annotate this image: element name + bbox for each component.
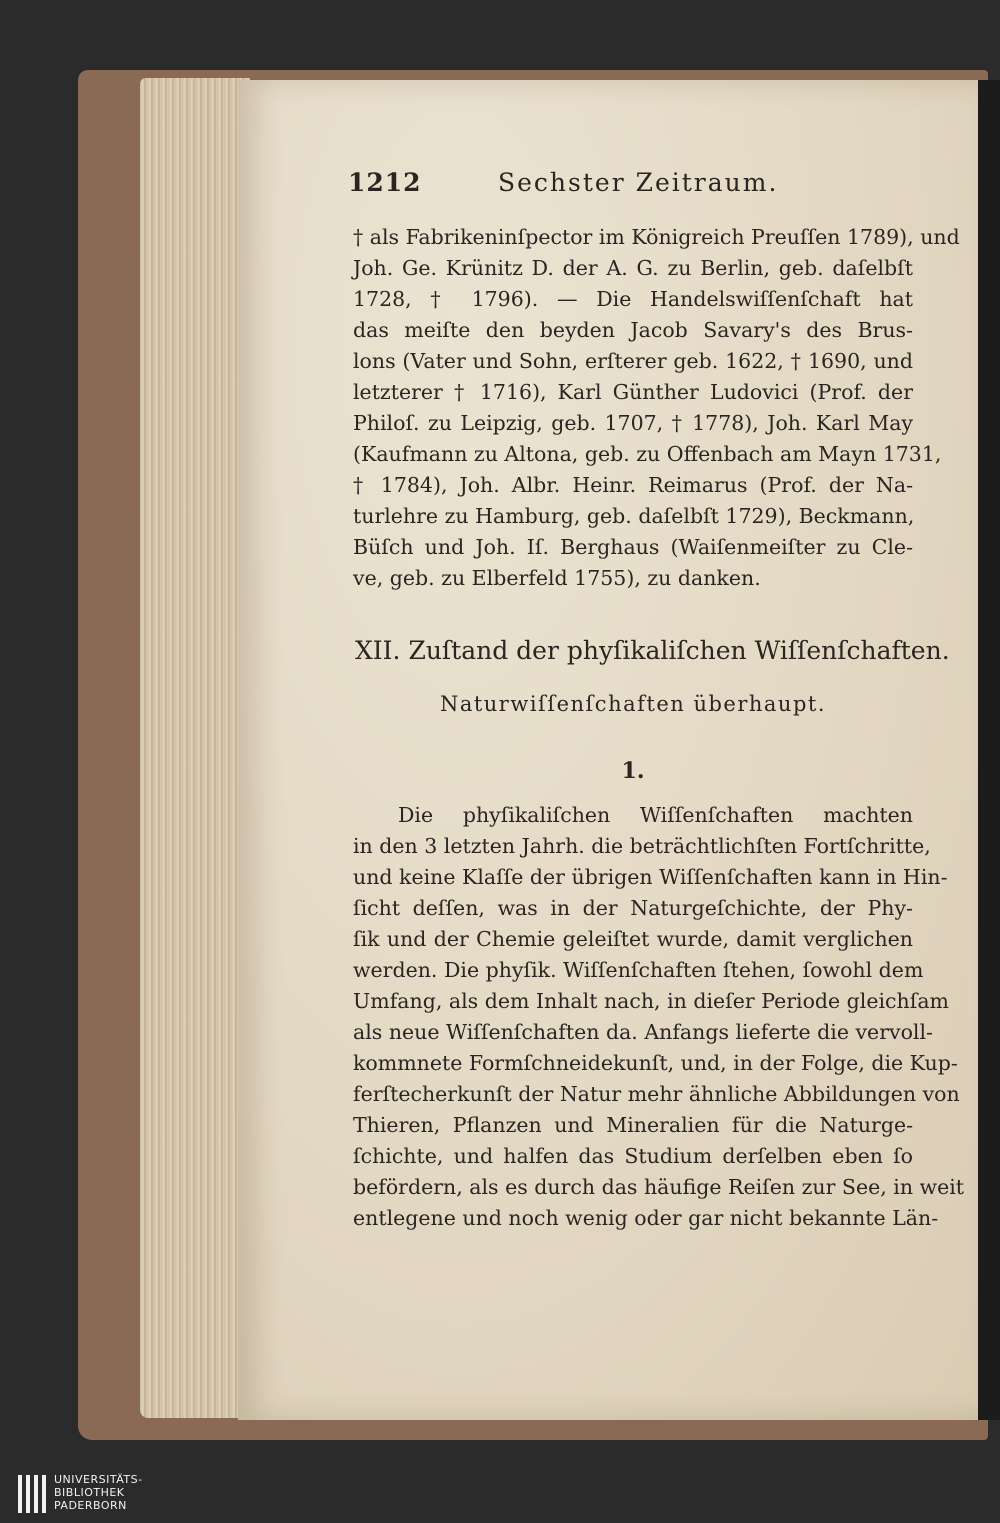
text-line: Philoſ. zu Leipzig, geb. 1707, † 1778), Joh. Karl May <box>353 411 913 435</box>
scan-border <box>978 80 1000 1420</box>
library-logo-icon <box>18 1475 48 1513</box>
text-line: Joh. Ge. Krünitz D. der A. G. zu Berlin, geb. daſelbſt <box>353 256 913 280</box>
text-line: befördern, als es durch das häufige Reiſen zur See, in weit <box>353 1175 965 1199</box>
text-line: † 1784), Joh. Albr. Heinr. Reimarus (Prof. der Na- <box>353 473 913 497</box>
library-logo <box>18 1473 208 1515</box>
text-line: als neue Wiſſenſchaften da. Anfangs lieferte die vervoll- <box>353 1020 933 1044</box>
text-line: ſchichte, und halfen das Studium derſelben eben ſo <box>353 1144 913 1168</box>
text-line: werden. Die phyſik. Wiſſenſchaften ſtehen, ſowohl dem <box>353 958 924 982</box>
text-line: turlehre zu Hamburg, geb. daſelbſt 1729), Beckmann, <box>353 504 915 528</box>
running-head: Sechster Zeitraum. <box>498 168 779 197</box>
text-line: und keine Klaſſe der übrigen Wiſſenſchaften kann in Hin- <box>353 865 948 889</box>
page-edges <box>140 78 250 1418</box>
text-line: Büſch und Joh. Iſ. Berghaus (Waiſenmeiſter zu Cle- <box>353 535 913 559</box>
library-logo-text: UNIVERSITÄTS- BIBLIOTHEK PADERBORN <box>54 1473 143 1512</box>
page-header <box>348 168 928 208</box>
text-line: das meiſte den beyden Jacob Savary's des Brus- <box>353 318 913 342</box>
text-line: ve, geb. zu Elberfeld 1755), zu danken. <box>353 566 761 590</box>
text-line: in den 3 letzten Jahrh. die beträchtlichſten Fortſchritte, <box>353 834 931 858</box>
text-line: ſicht deſſen, was in der Naturgeſchichte, der Phy- <box>353 896 913 920</box>
text-line: lons (Vater und Sohn, erſterer geb. 1622, † 1690, und <box>353 349 913 373</box>
section-number: 1. <box>621 758 645 784</box>
text-line: letzterer † 1716), Karl Günther Ludovici (Prof. der <box>353 380 913 404</box>
text-line: kommnete Formſchneidekunſt, und, in der Folge, die Kup- <box>353 1051 958 1075</box>
text-line: ſik und der Chemie geleiſtet wurde, damit verglichen <box>353 927 913 951</box>
text-line: Umfang, als dem Inhalt nach, in dieſer Periode gleichſam <box>353 989 949 1013</box>
text-line: ferſtecherkunſt der Natur mehr ähnliche Abbildungen von <box>353 1082 960 1106</box>
section-heading: XII. Zuſtand der phyſikaliſchen Wiſſenſchaften. <box>355 636 950 665</box>
text-line: † als Fabrikeninſpector im Königreich Preuſſen 1789), und <box>353 225 960 249</box>
text-line: (Kaufmann zu Altona, geb. zu Offenbach am Mayn 1731, <box>353 442 942 466</box>
text-line: 1728, † 1796). — Die Handelswiſſenſchaft hat <box>353 287 913 311</box>
text-line: Die phyſikaliſchen Wiſſenſchaften machten <box>398 803 913 827</box>
text-line: entlegene und noch wenig oder gar nicht bekannte Län- <box>353 1206 939 1230</box>
page-number: 1212 <box>348 168 422 197</box>
text-line: Thieren, Pflanzen und Mineralien für die Naturge- <box>353 1113 913 1137</box>
section-subheading: Naturwiſſenſchaften überhaupt. <box>439 692 827 716</box>
